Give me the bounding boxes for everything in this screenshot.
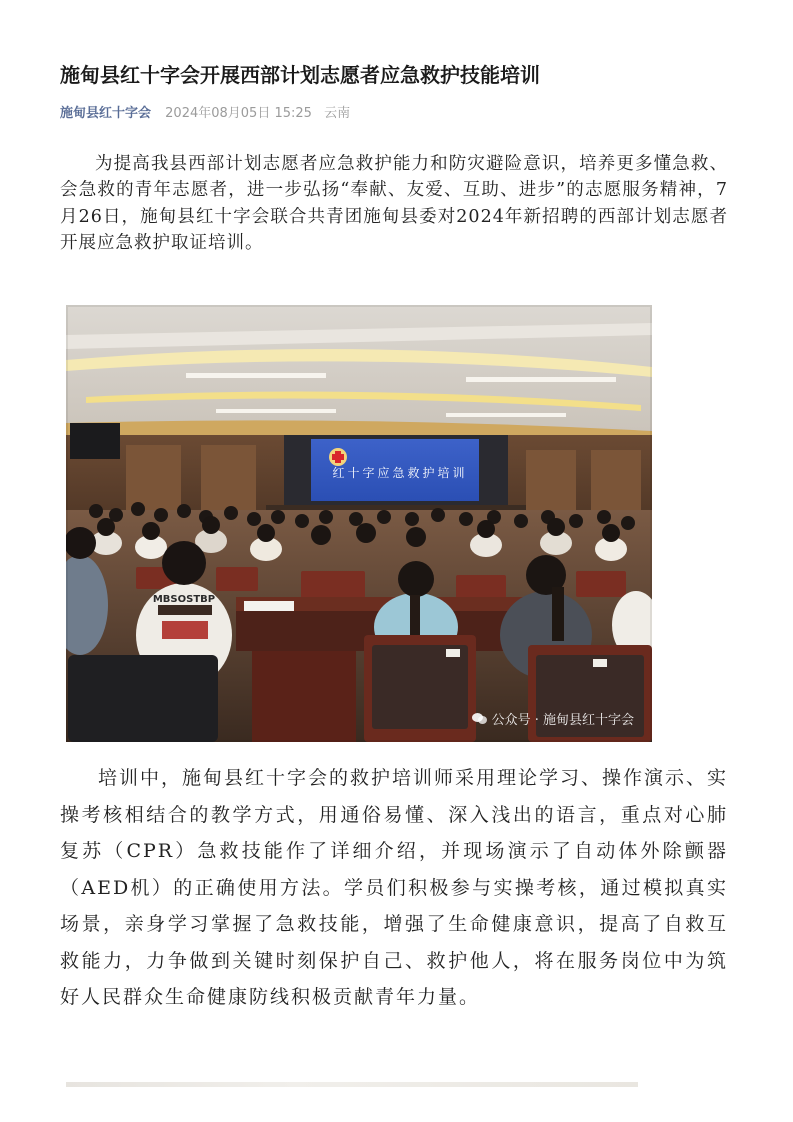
next-image-edge: [66, 1082, 638, 1087]
screen-caption: 红十字应急救护培训: [332, 466, 468, 480]
photo-watermark: [472, 709, 634, 728]
wechat-icon: [472, 713, 487, 725]
article-title: 施甸县红十字会开展西部计划志愿者应急救护技能培训: [60, 63, 540, 87]
watermark-text: 公众号 · 施甸县红十字会: [491, 713, 634, 728]
publish-date: 2024年08月05日 15:25: [165, 106, 312, 121]
account-name-link[interactable]: 施甸县红十字会: [60, 106, 152, 121]
training-photo-illustration: [66, 305, 652, 742]
paragraph-body: 培训中，施甸县红十字会的救护培训师采用理论学习、操作演示、实操考核相结合的教学方式，用通俗易懂、深入浅出的语言，重点对心肺复苏（CPR）急救技能作了详细介绍，并现场演示了自动体外除颤器（AED机）的正确使用方法。学员们积极参与实操考核，通过模拟真实场景，亲身学习掌握了急救技能，增强了生命健康意识，提高了自救互救能力，力争做到关键时刻保护自己、救护他人，将在服务岗位中为筑好人民群众生命健康防线积极贡献青年力量。: [60, 767, 729, 1008]
shirt-print: MBSOSTBP: [152, 594, 216, 605]
paragraph-intro: 为提高我县西部计划志愿者应急救护能力和防灾避险意识，培养更多懂急救、会急救的青年志愿者，进一步弘扬“奉献、友爱、互助、进步”的志愿服务精神，7月26日，施甸县红十字会联合共青团施甸县委对2024年新招聘的西部计划志愿者开展应急救护取证培训。: [60, 154, 728, 254]
publish-location: 云南: [324, 106, 351, 121]
article-meta: [60, 104, 358, 124]
training-photo[interactable]: [66, 305, 652, 742]
